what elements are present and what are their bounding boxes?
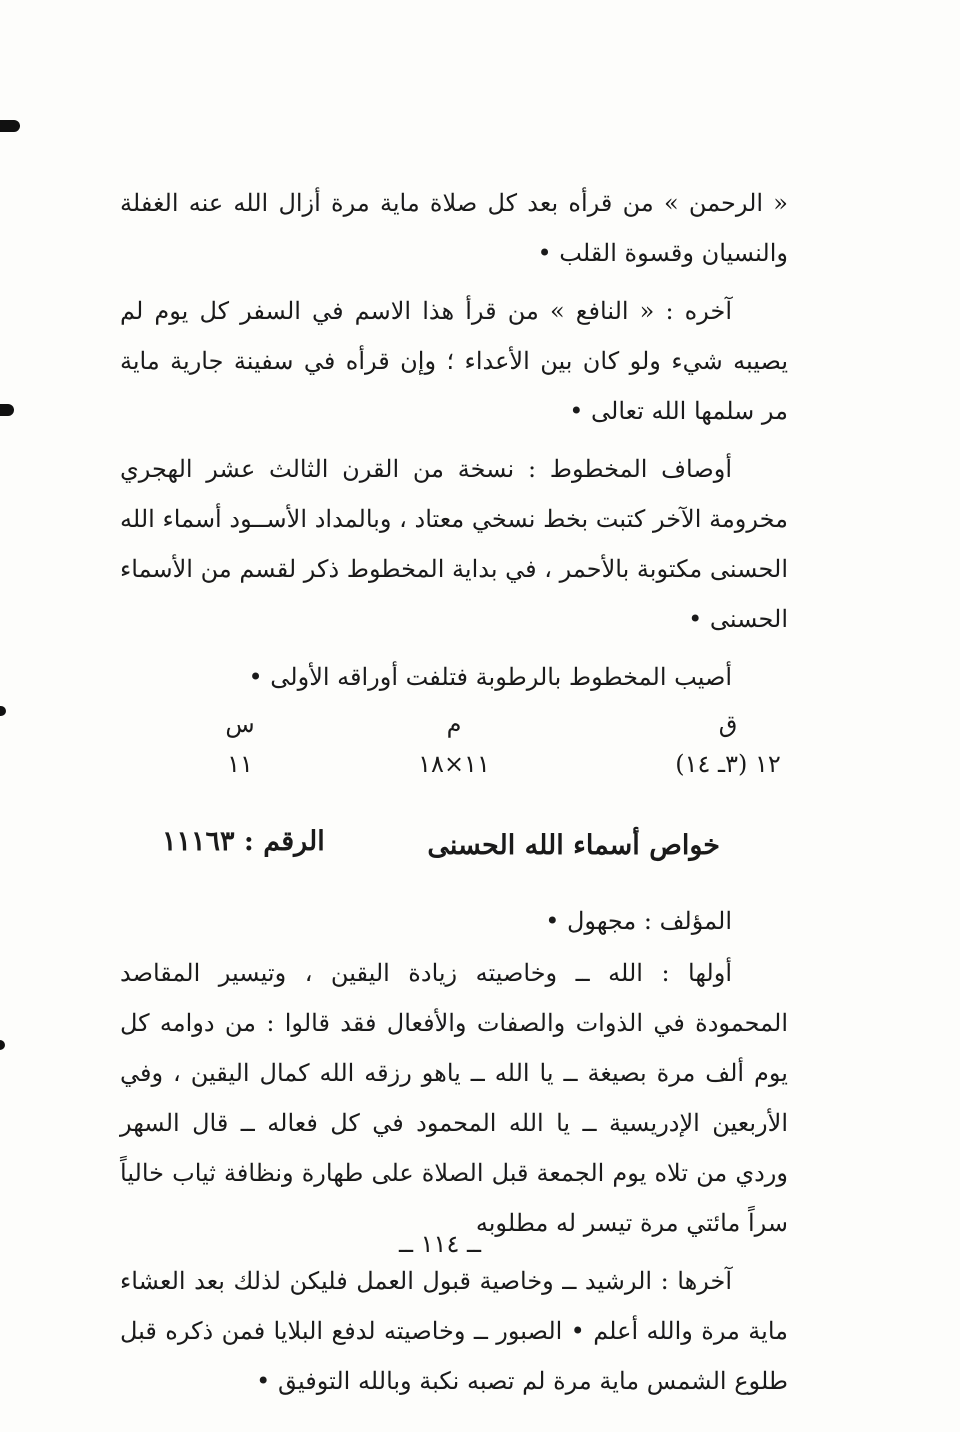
author-line: المؤلف : مجهول • [545, 907, 732, 935]
stat-s-label: س [225, 710, 255, 738]
paragraph-beginning: أولها : الله ــ وخاصيته زيادة اليقين ، وتيسير المقاصد المحمودة في الذوات والصفات والأفعال فقد قالوا : من دوامه كل يوم ألف مرة بصيغة ــ يا الله ــ ياهو رزقه الله كمال اليقين ، وفي الأربعين الإدريسية ــ يا الله المحمود في كل فعاله ــ قال السهر وردي من تلاه يوم الجمعة قبل الصلاة على طهارة ونظافة ثياب خالياً سراً مائتي مرة تيسر له مطلوبه [120, 959, 788, 1237]
scan-edge-mark [0, 120, 20, 132]
entry-number: الرقم : ١١١٦٣ [162, 826, 325, 857]
manuscript-stats [120, 710, 788, 820]
stat-m-label: م [446, 710, 462, 738]
paragraph-rahman: « الرحمن » من قرأه بعد كل صلاة ماية مرة أزال الله عنه الغفلة والنسيان وقسوة القلب • [120, 189, 788, 267]
page-number: ــ ١١٤ ــ [398, 1230, 482, 1258]
scan-edge-mark [0, 1040, 5, 1050]
paragraph-ending: آخره : « النافع » من قرأ هذا الاسم في السفر كل يوم لم يصيبه شيء ولو كان بين الأعداء ؛ وإن قرأه في سفينة جارية ماية مر سلمها الله تعالى • [120, 297, 788, 425]
paragraph-damage-note: أصيب المخطوط بالرطوبة فتلفت أوراقه الأولى • [248, 663, 732, 691]
paragraph-manuscript-description: أوصاف المخطوط : نسخة من القرن الثالث عشر الهجري مخرومة الآخر كتبت بخط نسخي معتاد ، وبالمداد الأســود أسماء الله الحسنى مكتوبة بالأحمر ، في بداية المخطوط ذكر لقسم من الأسماء الحسنى • [120, 455, 788, 633]
scan-edge-mark [0, 706, 6, 716]
stat-q-label: ق [718, 710, 738, 738]
entry-title: خواص أسماء الله الحسنى [427, 830, 720, 861]
entry-heading [120, 822, 788, 886]
page-body [120, 178, 788, 1414]
stat-q-value: ١٢ (٣ـ ١٤) [675, 750, 781, 778]
stat-s-value: ١١ [227, 750, 253, 778]
scan-edge-mark [0, 404, 14, 416]
paragraph-end: آخرها : الرشيد ــ وخاصية قبول العمل فليكن لذلك بعد العشاء ماية مرة والله أعلم • الصبور ــ وخاصيته لدفع البلايا فمن ذكره قبل طلوع الشمس ماية مرة لم تصبه نكبة وبالله التوفيق • [120, 1267, 788, 1395]
stat-m-value: ١١×١٨ [418, 750, 490, 778]
